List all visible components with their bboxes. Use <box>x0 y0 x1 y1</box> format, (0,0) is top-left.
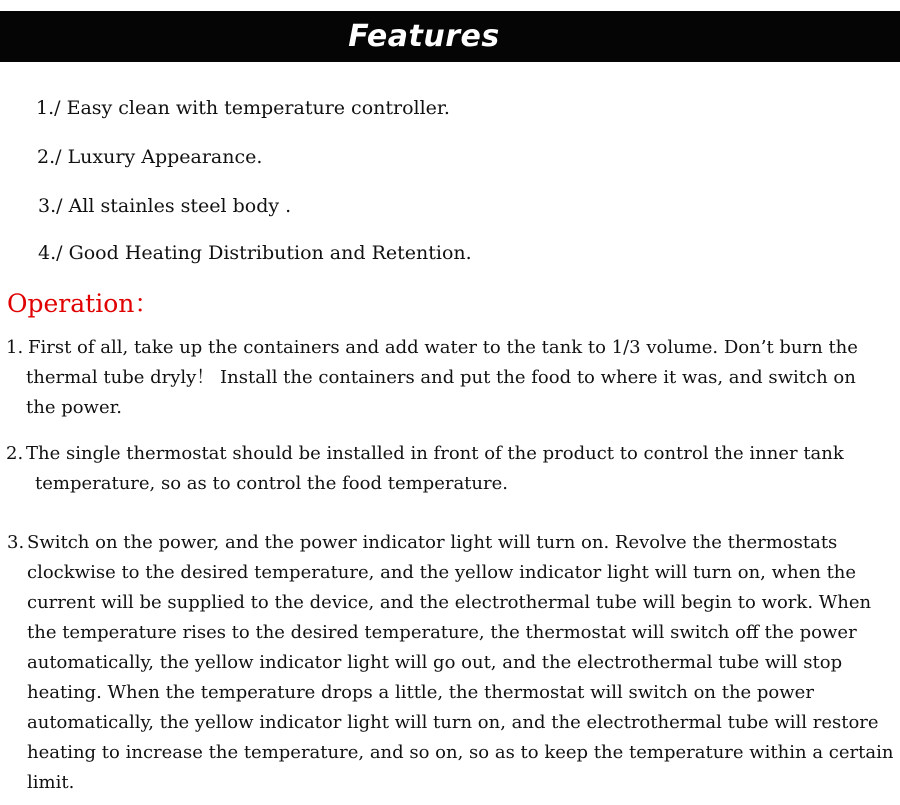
feature-item-1: 1./ Easy clean with temperature controller. <box>36 97 450 119</box>
operation-step-1-text: First of all, take up the containers and add water to the tank to 1/3 volume. Don’t burn the thermal tube dryly！ Install the containers and put the food to where it was, and switch on the power. <box>26 337 858 418</box>
feature-item-3: 3./ All stainles steel body . <box>38 195 292 217</box>
operation-step-2-number: 2. <box>6 443 24 464</box>
features-banner <box>0 11 900 62</box>
operation-step-3-text: Switch on the power, and the power indicator light will turn on. Revolve the thermostats clockwise to the desired temperature, and the yellow indicator light will turn on, when the current will be supplied to the device, and the electrothermal tube will begin to work. When the temperature rises to the desired temperature, the thermostat will switch off the power automatically, the yellow indicator light will go out, and the electrothermal tube will stop heating. When the temperature drops a little, the thermostat will switch on the power automatically, the yellow indicator light will turn on, and the electrothermal tube will restore heating to increase the temperature, and so on, so as to keep the temperature within a certain limit. <box>27 532 894 793</box>
operation-step-1-number: 1. <box>6 337 24 358</box>
features-title: Features <box>348 19 500 54</box>
operation-step-2-text: The single thermostat should be installed in front of the product to control the inner tank temperature, so as to control the food temperature. <box>26 443 844 494</box>
operation-step-1 <box>6 333 888 423</box>
operation-step-3-number: 3. <box>7 532 25 553</box>
operation-step-2 <box>6 439 886 499</box>
operation-heading: Operation： <box>7 289 160 318</box>
feature-item-2: 2./ Luxury Appearance. <box>37 146 263 168</box>
feature-item-4: 4./ Good Heating Distribution and Retention. <box>38 242 472 264</box>
operation-step-3 <box>7 528 900 798</box>
